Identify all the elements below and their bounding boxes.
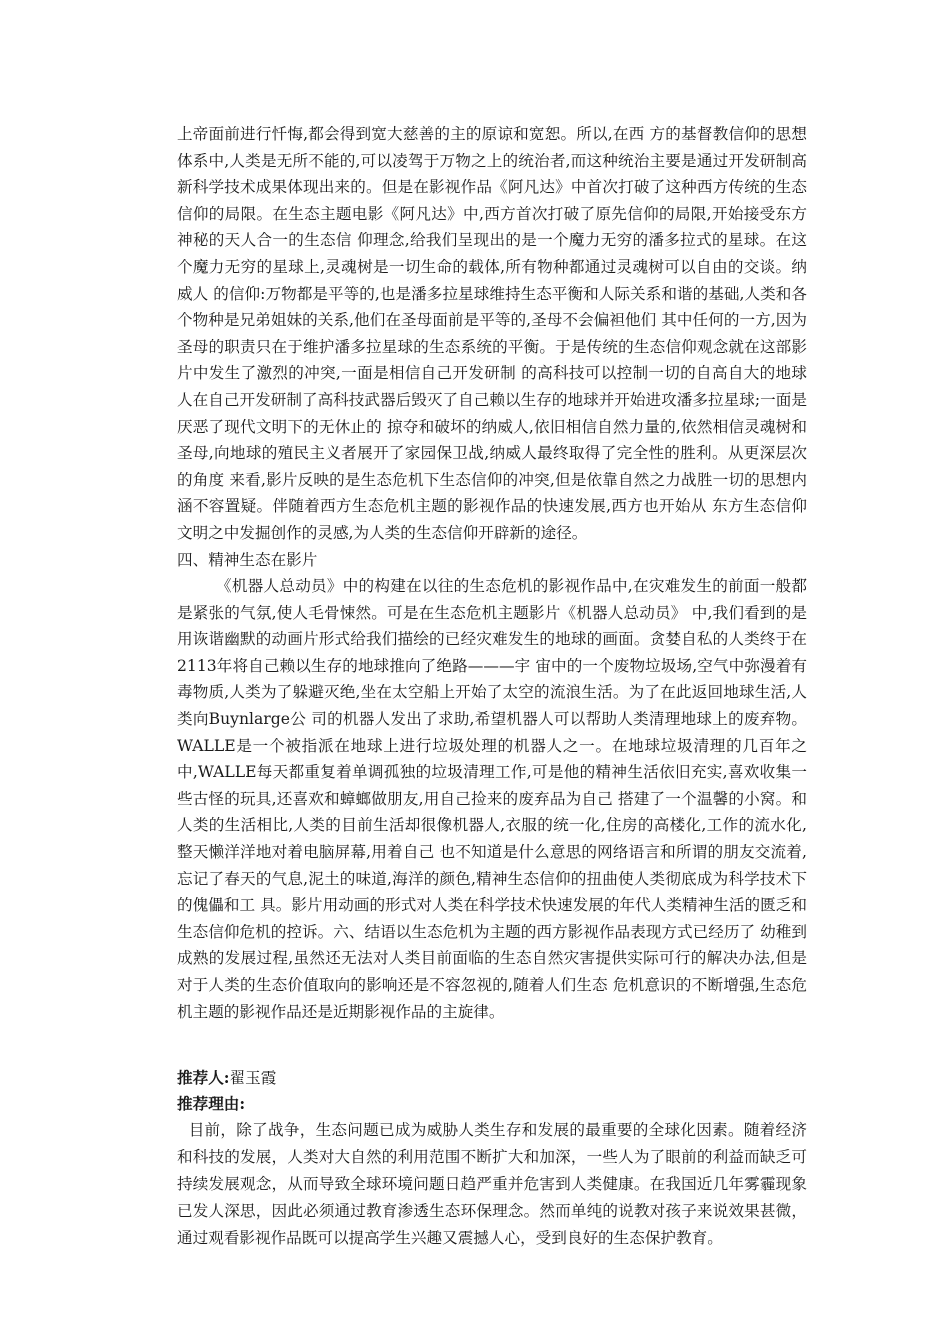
document-page [177,121,807,1252]
section-heading-4: 四、精神生态在影片 [177,550,318,569]
recommender-label: 推荐人: [177,1068,230,1088]
blank-spacer [177,1025,807,1065]
reason-label: 推荐理由: [177,1094,246,1114]
reason-line [177,1091,807,1117]
recommender-name: 翟玉霞 [229,1069,277,1088]
recommender-line [177,1065,807,1091]
body-paragraph-2: 《机器人总动员》中的构建在以往的生态危机的影视作品中,在灾难发生的前面一般都是紧张的气氛,使人毛骨悚然。可是在生态危机主题影片《机器人总动员》 中,我们看到的是用诙谐幽默的动画片形式给我们描绘的已经灾难发生的地球的画面。贪婪自私的人类终于在2113年将自己赖以生存的地球推向了绝路———宇 宙中的一个废物垃圾场,空气中弥漫着有毒物质,人类为了躲避灭绝,坐在太空船上开始了太空的流浪生活。为了在此返回地球生活,人类向Buynlarge公 司的机器人发出了求助,希望机器人可以帮助人类清理地球上的废弃物。WALLE是一个被指派在地球上进行垃圾处理的机器人之一。在地球垃圾清理的几百年之 中,WALLE每天都重复着单调孤独的垃圾清理工作,可是他的精神生活依旧充实,喜欢收集一些古怪的玩具,还喜欢和蟑螂做朋友,用自己捡来的废弃品为自己 搭建了一个温馨的小窝。和人类的生活相比,人类的目前生活却很像机器人,衣服的统一化,住房的高楼化,工作的流水化,整天懒洋洋地对着电脑屏幕,用着自己 也不知道是什么意思的网络语言和所谓的朋友交流着,忘记了春天的气息,泥土的味道,海洋的颜色,精神生态信仰的扭曲使人类彻底成为科学技术下的傀儡和工 具。影片用动画的形式对人类在科学技术快速发展的年代人类精神生活的匮乏和生态信仰危机的控诉。六、结语以生态危机为主题的西方影视作品表现方式已经历了 幼稚到成熟的发展过程,虽然还无法对人类目前面临的生态自然灾害提供实际可行的解决办法,但是对于人类的生态价值取向的影响还是不容忽视的,随着人们生态 危机意识的不断增强,生态危机主题的影视作品还是近期影视作品的主旋律。 [177,577,807,1021]
body-paragraph-1: 上帝面前进行忏悔,都会得到宽大慈善的主的原谅和宽恕。所以,在西 方的基督教信仰的思想体系中,人类是无所不能的,可以凌驾于万物之上的统治者,而这种统治主要是通过开发研制高新科学技术成果体现出来的。但是在影视作品《阿凡达》中首次打破了这种西方传统的生态信仰的局限。在生态主题电影《阿凡达》中,西方首次打破了原先信仰的局限,开始接受东方神秘的天人合一的生态信 仰理念,给我们呈现出的是一个魔力无穷的潘多拉式的星球。在这个魔力无穷的星球上,灵魂树是一切生命的载体,所有物种都通过灵魂树可以自由的交谈。纳威人 的信仰:万物都是平等的,也是潘多拉星球维持生态平衡和人际关系和谐的基础,人类和各个物种是兄弟姐妹的关系,他们在圣母面前是平等的,圣母不会偏袒他们 其中任何的一方,因为圣母的职责只在于维护潘多拉星球的生态系统的平衡。于是传统的生态信仰观念就在这部影片中发生了激烈的冲突,一面是相信自己开发研制 的高科技可以控制一切的自高自大的地球人在自己开发研制了高科技武器后毁灭了自己赖以生存的地球并开始进攻潘多拉星球;一面是厌恶了现代文明下的无休止的 掠夺和破坏的纳威人,依旧相信自然力量的,依然相信灵魂树和圣母,向地球的殖民主义者展开了家园保卫战,纳威人最终取得了完全性的胜利。从更深层次的角度 来看,影片反映的是生态危机下生态信仰的冲突,但是依靠自然之力战胜一切的思想内涵不容置疑。伴随着西方生态危机主题的影视作品的快速发展,西方也开始从 东方生态信仰文明之中发掘创作的灵感,为人类的生态信仰开辟新的途径。 [177,125,807,542]
reason-paragraph: 目前，除了战争，生态问题已成为威胁人类生存和发展的最重要的全球化因素。随着经济和科技的发展，人类对大自然的利用范围不断扩大和加深，一些人为了眼前的利益而缺乏可持续发展观念，从而导致全球环境问题日趋严重并危害到人类健康。在我国近几年雾霾现象已发人深思，因此必须通过教育渗透生态环保理念。然而单纯的说教对孩子来说效果甚微，通过观看影视作品既可以提高学生兴趣又震撼人心，受到良好的生态保护教育。 [177,1121,807,1248]
